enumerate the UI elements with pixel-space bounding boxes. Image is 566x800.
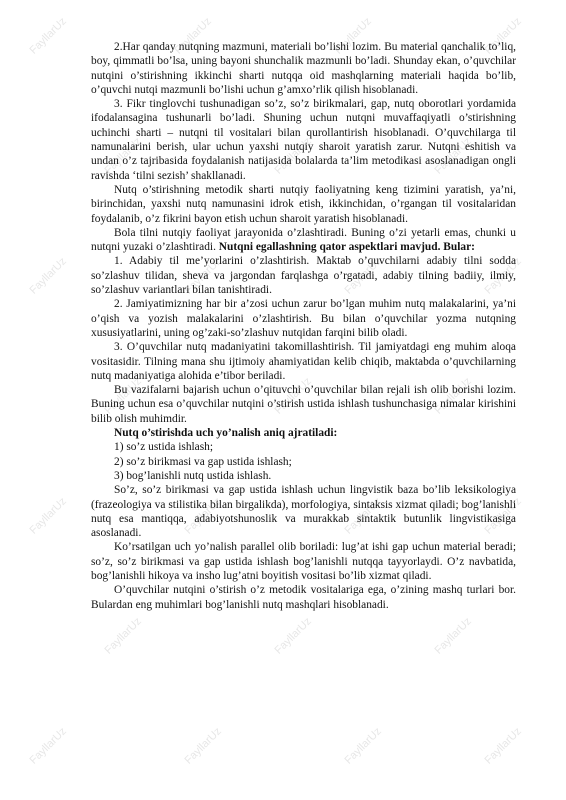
paragraph <box>91 297 516 340</box>
watermark-text: FayllarUz <box>102 615 144 657</box>
paragraph-text: 1) so’z ustida ishlash; <box>114 441 214 454</box>
watermark-text: FayllarUz <box>172 15 214 57</box>
paragraph <box>91 97 516 183</box>
watermark-text: FayllarUz <box>332 15 374 57</box>
paragraph-text: 1. Adabiy til me’yorlarini o’zlashtirish. Maktab o’quvchilarni adabiy tilni sodda so’zlashuv tilidan, sheva va jargondan farqlashga o’rgatadi, adabiy tilning badiiy, ilmiy, so’zlashuv variantlari bilan tanishtiradi. <box>91 255 516 297</box>
watermark-text: FayllarUz <box>432 375 474 417</box>
paragraph-text: O’quvchilar nutqini o’stirish o’z metodik vositalariga ega, o’zining mashq turlari bor. Bulardan eng muhimlari bog’lanishli nutq mashqlari hisoblanadi. <box>91 584 516 611</box>
watermark-text: FayllarUz <box>27 495 69 537</box>
watermark-text: FayllarUz <box>27 725 69 767</box>
paragraph-text: 2.Har qanday nutqning mazmuni, materiali bo’lishi lozim. Bu material qanchalik to’liq, boy, qimmatli bo’lsa, uning bayoni shunchalik mazmunli bo’ladi. Shunday ekan, o’quvchilar nutqini o’stirishning ikkinchi sharti nutqqa oid mashqlarning materiali haqida bo’lib, o’quvchi nutqi mazmunli bo’lishi uchun g’amxo’rlik qilish hisoblanadi. <box>91 41 516 96</box>
paragraph-text: 3) bog’lanishli nutq ustida ishlash. <box>114 469 272 482</box>
paragraph <box>91 254 516 297</box>
watermark-text: FayllarUz <box>27 15 69 57</box>
watermark-text: FayllarUz <box>102 375 144 417</box>
list-item <box>91 455 516 469</box>
paragraph <box>91 340 516 383</box>
watermark-text: FayllarUz <box>482 255 524 297</box>
paragraph <box>91 40 516 97</box>
paragraph-text: Bu vazifalarni bajarish uchun o’qituvchi o’quvchilar bilan rejali ish olib borishi lozim. Buning uchun esa o’quvchilar nutqini o’stirish ustida ishlash tushunchasiga nimalar kirishini bilib olish muhimdir. <box>91 384 516 425</box>
paragraph-text: Nutq o’stirishning metodik sharti nutqiy faoliyatning keng tizimini yaratish, ya’ni, birinchidan, yaxshi nutq namunasini idrok etish, ikkinchidan, o’rgangan til vositalaridan foydalanib, o’z fikrini bayon etish uchun sharoit yaratish hisoblanadi. <box>91 183 516 225</box>
watermark-text: FayllarUz <box>27 255 69 297</box>
paragraph-text: 3. O’quvchilar nutq madaniyatini takomillashtirish. Til jamiyatdagi eng muhim aloqa vositasidir. Tilning mana shu ijtimoiy ahamiyatidan kelib chiqib, maktabda o’quvchilarning nutq madaniyatiga alohida e’tibor beriladi. <box>91 341 516 382</box>
paragraph <box>91 383 516 426</box>
watermark-text: FayllarUz <box>182 725 224 767</box>
watermark-text: FayllarUz <box>482 15 524 57</box>
watermark-text: FayllarUz <box>342 725 384 767</box>
paragraph <box>91 583 516 612</box>
paragraph <box>91 226 516 255</box>
paragraph <box>91 426 516 440</box>
document-page <box>91 40 516 612</box>
watermark-text: FayllarUz <box>182 255 224 297</box>
paragraph-text: Ko’rsatilgan uch yo’nalish parallel olib boriladi: lug’at ishi gap uchun material beradi; so’z, so’z birikmasi va gap ustida ishlash bog’lanishli nutqqa tayyorlaydi. O’z navbatida, bog’lanishli hikoya va insho lug’atni boyitish vositasi bo’lib xizmat qiladi. <box>91 541 516 582</box>
list-item <box>91 440 516 454</box>
paragraph-text: 2. Jamiyatimizning har bir a’zosi uchun zarur bo’lgan muhim nutq malakalarini, ya’ni o’qish va yozish malakalarini o’zlashtirish. Bu bilan o’quvchilar yozma nutqning xususiyatlarini, uning og’zaki-so’zlashuv nutqidan farqini bilib oladi. <box>91 298 516 339</box>
paragraph-text: So’z, so’z birikmasi va gap ustida ishlash uchun lingvistik baza bo’lib leksikologiya (frazeologiya va stilistika bilan birgalikda), morfologiya, sintaksis xizmat qiladi; bog’lanishli nutq esa mantiqqa, adabiyotshunoslik va murakkab sintaktik butunlik lingvistikasiga asoslanadi. <box>91 484 516 540</box>
watermark-text: FayllarUz <box>272 375 314 417</box>
paragraph-text: 3. Fikr tinglovchi tushunadigan so’z, so’z birikmalari, gap, nutq oborotlari yordamida ifodalansagina tushunarli bo’ladi. Shuning uchun nutqni muvaffaqiyatli o’stirishning uchinchi sharti – nutqni til vositalari bilan qurollantirish hisoblanadi. O’quvchilarga til namunalarini berish, ular uchun yaxshi nutqiy sharoit yaratish zarur. Nutqni eshitish va undan o’z tajribasida foydalanish natijasida bolalarda ta’lim metodikasi asoslanadigan ongli ravishda ‘tilni sezish’ shakllanadi. <box>91 98 516 182</box>
watermark-text: FayllarUz <box>272 135 314 177</box>
watermark-text: FayllarUz <box>482 725 524 767</box>
paragraph <box>91 483 516 540</box>
paragraph-text: Bola tilni nutqiy faoliyat jarayonida o’zlashtiradi. Buning o’zi yetarli emas, chunki u nutqni yuzaki o’zlashtiradi. <box>91 226 516 254</box>
list-item <box>91 469 516 483</box>
watermark-text: FayllarUz <box>182 495 224 537</box>
paragraph-text: 2) so’z birikmasi va gap ustida ishlash; <box>114 455 292 468</box>
watermark-text: FayllarUz <box>432 615 474 657</box>
watermark-text: FayllarUz <box>102 135 144 177</box>
watermark-text: FayllarUz <box>432 135 474 177</box>
bold-heading-text: Nutq o’stirishda uch yo’nalish aniq ajratiladi: <box>114 427 338 440</box>
paragraph <box>91 183 516 226</box>
watermark-text: FayllarUz <box>342 255 384 297</box>
watermark-text: FayllarUz <box>272 615 314 657</box>
watermark-text: FayllarUz <box>342 495 384 537</box>
bold-heading-text: Nutqni egallashning qator aspektlari mavjud. Bular: <box>218 241 475 254</box>
watermark-text: FayllarUz <box>482 495 524 537</box>
paragraph <box>91 540 516 583</box>
